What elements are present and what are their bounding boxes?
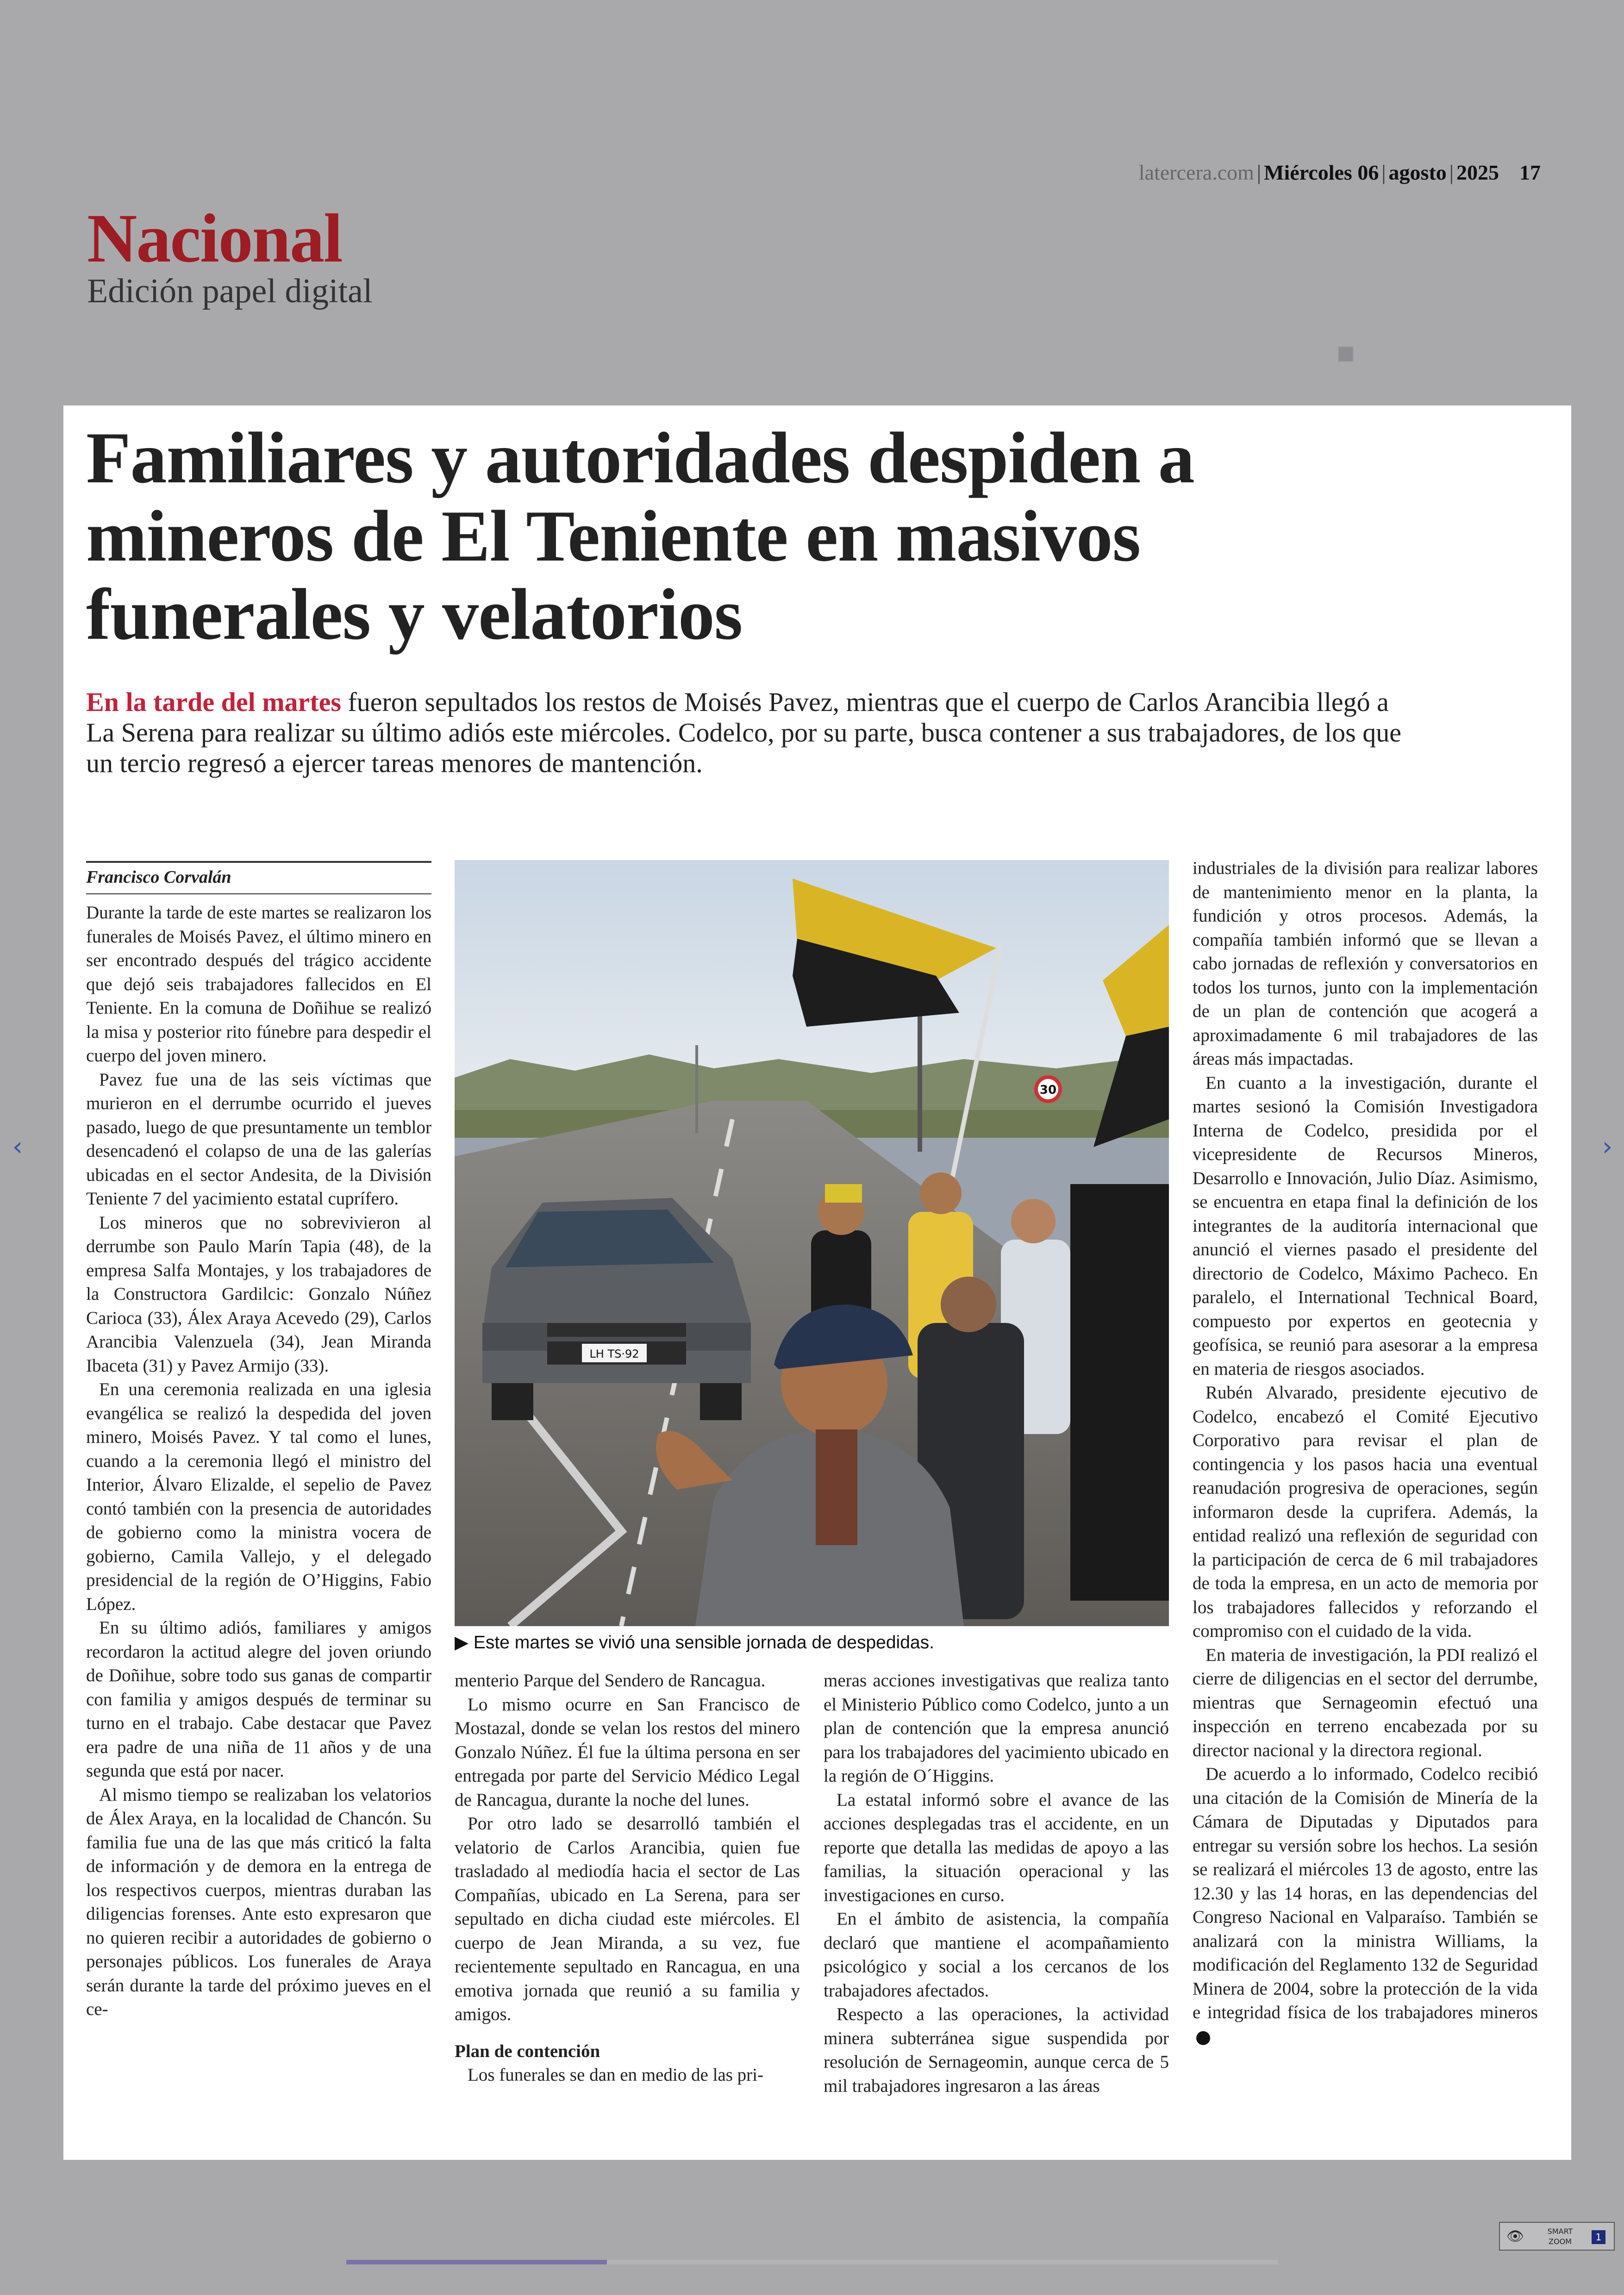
- paragraph: En materia de investigación, la PDI realizó el cierre de diligencias en el sector del derrumbe, mientras que Sernageomin efectuó una inspección en terreno encabezada por su director nacional y la directora regional.: [1193, 1645, 1538, 1760]
- article-photo: [455, 860, 1169, 1626]
- section-title: Nacional: [87, 200, 342, 277]
- paragraph: En cuanto a la investigación, durante el martes sesionó la Comisión Investigadora Interna de Codelco, presidida por el vicepresidente de Recursos Mineros, Desarrollo e Innovación, Julio Díaz. Asimismo, se encuentra en etapa final la definición de los integrantes de la auditoría internacional que anunció el viernes pasado el presidente del directorio de Codelco, Máximo Pacheco. En paralelo, el International Technical Board, compuesto por expertos en geotecnia y geofísica, se reunió para asesorar a la empresa en materia de riesgos asociados.: [1193, 1073, 1538, 1379]
- masthead-site[interactable]: latercera.com: [1138, 161, 1254, 184]
- paragraph: En una ceremonia realizada en una iglesia evangélica se realizó la despedida del joven minero, Moisés Pavez. Y tal como el lunes, cuando a la ceremonia llegó el ministro del Interior, Álvaro Elizalde, el sepelio de Pavez contó también con la presencia de autoridades de gobierno como la ministra vocera de gobierno, Camila Vallejo, y el delegado presidencial de la región de O’Higgins, Fabio López.: [86, 1379, 431, 1614]
- paragraph: Al mismo tiempo se realizaban los velatorios de Álex Araya, en la localidad de Chancón. Su familia fue una de las que más criticó la falta de información y de demora en la entrega de los respectivos cuerpos, mientras duraban las diligencias forenses. Ante esto expresaron que no quieren recibir a autoridades de gobierno o personajes públicos. Los funerales de Araya serán durante la tarde del próximo jueves en el ce-: [86, 1784, 431, 2019]
- page-number: 17: [1519, 161, 1541, 184]
- byline-box: [86, 861, 431, 894]
- smart-zoom-button[interactable]: [1499, 2222, 1615, 2251]
- column-1: [86, 901, 431, 2021]
- masthead-date-month: agosto: [1388, 161, 1447, 184]
- paragraph: Rubén Alvarado, presidente ejecutivo de Codelco, encabezó el Comité Ejecutivo Corporativo para revisar el plan de contingencia y los pasos hacia una eventual reanudación progresiva de operaciones, según informaron desde la cuprifera. Además, la entidad realizó una reflexión de seguridad con la participación de cerca de 6 mil trabajadores de toda la empresa, en un acto de memoria por los trabajadores fallecidos y reforzando el compromiso con el cuidado de la vida.: [1193, 1383, 1538, 1641]
- end-mark-icon: [1196, 2031, 1210, 2045]
- paragraph-last-text: De acuerdo a lo informado, Codelco recibió una citación de la Comisión de Minería de la Cámara de Diputadas y Diputados para entregar su versión sobre los hechos. La sesión se realizará el miércoles 13 de agosto, entre las 12.30 y las 14 horas, en las dependencias del Congreso Nacional en Valparaíso. También se analizará con la ministra Williams, la modificación del Reglamento 132 de Seguridad Minera de 2004, sobre la protección de la vida e integridad física de los trabajadores mineros: [1193, 1764, 1538, 2022]
- paragraph: menterio Parque del Sendero de Rancagua.: [455, 1671, 766, 1690]
- paragraph: Los mineros que no sobrevivieron al derrumbe son Paulo Marín Tapia (48), de la empresa Salfa Montajes, y los trabajadores de la Constructora Gardilcic: Gonzalo Núñez Carioca (33), Álex Araya Acevedo (29), Carlos Arancibia Valenzuela (34), Jean Miranda Ibaceta (31) y Pavez Armijo (33).: [86, 1212, 431, 1376]
- paragraph: La estatal informó sobre el avance de las acciones desplegadas tras el accidente, en un reporte que detalla las medidas de apoyo a las familias, la situación operacional y las investigaciones en curso.: [824, 1790, 1169, 1905]
- column-3: [824, 1669, 1169, 2098]
- paragraph: Respecto a las operaciones, la actividad minera subterránea sigue suspendida por resolución de Sernageomin, aunque cerca de 5 mil trabajadores ingresaron a las áreas: [824, 2004, 1169, 2096]
- byline: Francisco Corvalán: [86, 867, 231, 887]
- paragraph: En su último adiós, familiares y amigos recordaron la actitud alegre del joven oriundo de Doñihue, sobre todo sus ganas de compartir con familia y amigos después de terminar su turno en el trabajo. Cabe destacar que Pavez era padre de una niña de 11 años y de una segunda que está por nacer.: [86, 1618, 431, 1781]
- photo-speed-sign: 30: [1039, 1083, 1057, 1097]
- paragraph: Pavez fue una de las seis víctimas que murieron en el derrumbe ocurrido el jueves pasado, luego de que presuntamente un temblor desencadenó el colapso de una de las galerías ubicadas en el sector Andesita, de la División Teniente 7 del yacimiento estatal cuprífero.: [86, 1069, 431, 1209]
- column-4: [1193, 856, 1538, 2048]
- masthead: latercera.com | Miércoles 06 | agosto | 2025 17: [1138, 161, 1541, 184]
- paragraph: Los funerales se dan en medio de las pri-: [468, 2065, 763, 2085]
- next-page-arrow-icon[interactable]: ›: [1602, 1132, 1613, 1162]
- paragraph: Durante la tarde de este martes se realizaron los funerales de Moisés Pavez, el último minero en ser encontrado después del trágico accidente que dejó seis trabajadores fallecidos en El Teniente. En la comuna de Doñihue se realizó la misa y posterior rito fúnebre para despedir el cuerpo del joven minero.: [86, 903, 431, 1066]
- corner-mark-icon: [1338, 346, 1354, 362]
- photo-illustration: [455, 860, 1169, 1626]
- paragraph: Por otro lado se desarrolló también el velatorio de Carlos Arancibia, quien fue trasladado al mediodía hacia el sector de Las Compañías, ubicado en La Serena, para ser sepultado en dicha ciudad este miércoles. El cuerpo de Jean Miranda, a su vez, fue recientemente sepultado en Rancagua, en una emotiva jornada que reunió a su familia y amigos.: [455, 1814, 800, 2024]
- paragraph-last: [1193, 1762, 1538, 2048]
- page-progress-fill: [346, 2260, 607, 2264]
- column-2: [455, 1669, 800, 2087]
- deck: [86, 687, 1405, 779]
- photo-license-plate: LH TS·92: [589, 1347, 639, 1360]
- smart-zoom-label: SMART ZOOM: [1547, 2227, 1573, 2246]
- photo-caption: ▶ Este martes se vivió una sensible jornada de despedidas.: [455, 1633, 934, 1653]
- deck-lead: En la tarde del martes: [86, 687, 341, 717]
- smart-zoom-badge: 1: [1592, 2230, 1605, 2244]
- masthead-date-year: 2025: [1456, 161, 1499, 184]
- deck-body: fueron sepultados los restos de Moisés Pavez, mientras que el cuerpo de Carlos Arancibia llegó a La Serena para realizar su último adiós este miércoles. Codelco, por su parte, busca contener a sus trabajadores, de los que un tercio regresó a ejercer tareas menores de mantención.: [86, 687, 1401, 778]
- headline: Familiares y autoridades despiden a mineros de El Teniente en masivos funerales y velatorios: [86, 418, 1194, 655]
- paragraph: Lo mismo ocurre en San Francisco de Mostazal, donde se velan los restos del minero Gonzalo Núñez. Él fue la última persona en ser entregada por parte del Servicio Médico Legal de Rancagua, durante la noche del lunes.: [455, 1694, 800, 1810]
- paragraph: En el ámbito de asistencia, la compañía declaró que mantiene el acompañamiento psicológico y social a los cercanos de los trabajadores afectados.: [824, 1909, 1169, 2001]
- masthead-date-day: Miércoles 06: [1264, 161, 1379, 184]
- paragraph: industriales de la división para realizar labores de mantenimiento menor en la planta, la fundición y otros procesos. Además, la compañía también informó que se llevan a cabo jornadas de reflexión y conversatorios en todos los turnos, junto con la implementación de un plan de contención que acogerá a aproximadamente 6 mil trabajadores de las áreas más impactadas.: [1193, 858, 1538, 1069]
- eye-icon: 👁: [1506, 2228, 1524, 2245]
- section-subtitle: Edición papel digital: [87, 272, 373, 310]
- subheading: Plan de contención: [455, 2041, 600, 2061]
- previous-page-arrow-icon[interactable]: ‹: [12, 1132, 23, 1162]
- paragraph: meras acciones investigativas que realiza tanto el Ministerio Público como Codelco, junto a un plan de contención que la empresa anunció para los trabajadores del yacimiento ubicado en la región de O´Higgins.: [824, 1671, 1169, 1786]
